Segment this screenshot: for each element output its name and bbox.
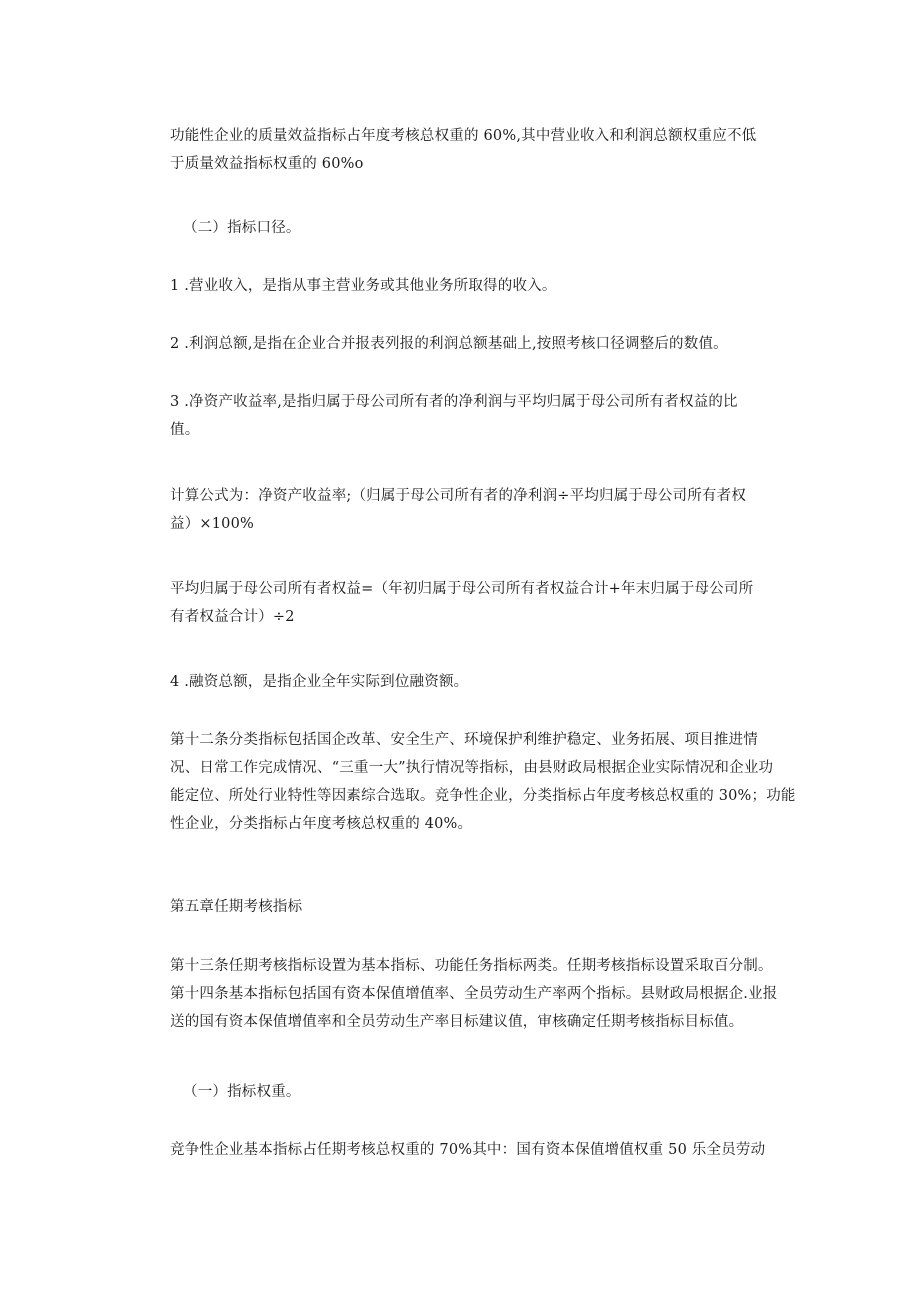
text-line: 计算公式为：净资产收益率;（归属于母公司所有者的净利润÷平均归属于母公司所有者权	[170, 488, 747, 504]
text-line: 送的国有资本保值增值率和全员劳动生产率目标建议值，审核确定任期考核指标目标值。	[170, 1014, 744, 1030]
text-line: 第十三条任期考核指标设置为基本指标、功能任务指标两类。任期考核指标设置采取百分制。	[170, 958, 773, 974]
section-heading-indicator-scope	[183, 214, 798, 242]
paragraph-average-equity-formula	[170, 575, 785, 631]
text-line: 平均归属于母公司所有者权益=（年初归属于母公司所有者权益合计+年末归属于母公司所	[170, 581, 754, 597]
text-line: 能定位、所处行业特性等因素综合选取。竞争性企业，分类指标占年度考核总权重的 30%；功能	[170, 788, 796, 804]
text-line: （一）指标权重。	[183, 1084, 301, 1100]
list-item-operating-revenue	[170, 272, 785, 300]
list-item-roe	[170, 388, 785, 444]
text-line: 况、日常工作完成情况、“三重一大”执行情况等指标，由县财政局根据企业实际情况和企业功	[170, 760, 774, 776]
section-heading-indicator-weight	[183, 1078, 798, 1106]
list-item-total-financing	[170, 668, 785, 696]
text-line: 值。	[170, 422, 200, 438]
text-line: 功能性企业的质量效益指标占年度考核总权重的 60%,其中营业收入和利润总额权重应不低	[170, 128, 757, 144]
text-line: 竞争性企业基本指标占任期考核总权重的 70%其中：国有资本保值增值权重 50 乐全员劳动	[170, 1142, 766, 1158]
paragraph-quality-weight	[170, 122, 785, 178]
list-item-total-profit	[170, 330, 785, 358]
text-line: 于质量效益指标权重的 60%o	[170, 156, 364, 172]
text-line: 1 .营业收入，是指从事主营业务或其他业务所取得的收入。	[170, 278, 557, 294]
text-line: 益）×100%	[170, 516, 255, 532]
text-line: 第十四条基本指标包括国有资本保值增值率、全员劳动生产率两个指标。县财政局根据企.业报	[170, 986, 778, 1002]
text-line: 第十二条分类指标包括国企改革、安全生产、环境保护利维护稳定、业务拓展、项目推进情	[170, 732, 758, 748]
text-line: 性企业，分类指标占年度考核总权重的 40%。	[170, 816, 473, 832]
paragraph-article-12	[170, 726, 796, 838]
paragraph-roe-formula	[170, 482, 785, 538]
paragraph-article-13-14	[170, 952, 785, 1036]
text-line: 有者权益合计）÷2	[170, 609, 295, 625]
text-line: 第五章任期考核指标	[170, 899, 303, 915]
text-line: （二）指标口径。	[183, 220, 301, 236]
text-line: 2 .利润总额,是指在企业合并报表列报的利润总额基础上,按照考核口径调整后的数值。	[170, 336, 728, 352]
chapter-heading-5	[170, 893, 785, 921]
paragraph-competitive-weight	[170, 1136, 785, 1164]
text-line: 3 .净资产收益率,是指归属于母公司所有者的净利润与平均归属于母公司所有者权益的比	[170, 394, 738, 410]
text-line: 4 .融资总额，是指企业全年实际到位融资额。	[170, 674, 469, 690]
